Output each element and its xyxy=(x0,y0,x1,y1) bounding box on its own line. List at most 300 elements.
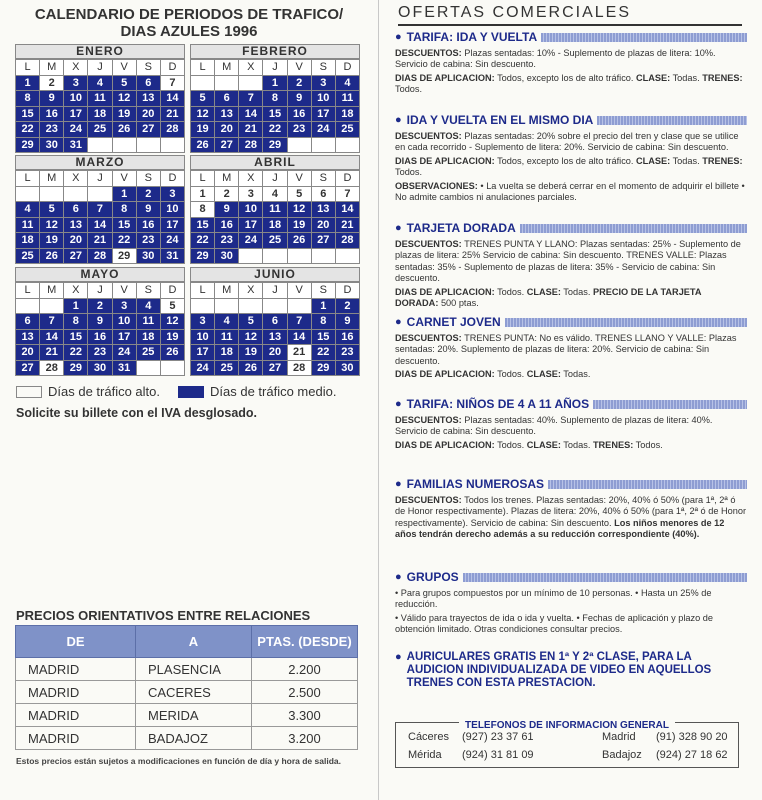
calendar-day: 14 xyxy=(288,330,312,346)
weekday-header: J xyxy=(88,283,112,299)
calendar-day: 7 xyxy=(88,202,112,218)
calendar-day: 13 xyxy=(215,107,239,123)
offer-stripe xyxy=(593,400,747,409)
calendar-empty-cell xyxy=(16,299,40,315)
calendar-title-line2: DIAS AZULES 1996 xyxy=(120,23,258,40)
offer-detail: DIAS DE APLICACION: Todos. CLASE: Todas. TRENES: Todos. xyxy=(395,439,663,450)
bullet-icon: ● xyxy=(395,31,402,43)
calendar-day: 2 xyxy=(137,187,161,203)
iva-note: Solicite su billete con el IVA desglosado. xyxy=(16,406,258,420)
calendar-day: 9 xyxy=(88,314,112,330)
calendar-day: 26 xyxy=(191,138,215,154)
phone-entry xyxy=(408,731,534,743)
calendar-day: 6 xyxy=(312,187,336,203)
weekday-header: X xyxy=(64,60,88,76)
calendar-day: 17 xyxy=(64,107,88,123)
calendar-day: 4 xyxy=(263,187,287,203)
calendar-day: 12 xyxy=(113,91,137,107)
calendar-day: 2 xyxy=(40,76,64,92)
calendar-day: 25 xyxy=(137,345,161,361)
offer-header xyxy=(395,399,747,411)
calendar-day: 28 xyxy=(161,122,185,138)
calendar-day: 7 xyxy=(161,76,185,92)
weekday-header: X xyxy=(64,283,88,299)
price-to: PLASENCIA xyxy=(136,658,252,681)
calendar-day: 6 xyxy=(64,202,88,218)
calendar-empty-cell xyxy=(239,299,263,315)
price-from: MADRID xyxy=(16,727,136,750)
calendar-day: 11 xyxy=(16,218,40,234)
calendar-day: 13 xyxy=(312,202,336,218)
weekday-header: L xyxy=(191,60,215,76)
calendar-empty-cell xyxy=(88,187,112,203)
calendar-empty-cell xyxy=(336,249,360,265)
calendar-empty-cell xyxy=(191,299,215,315)
weekday-header: S xyxy=(137,171,161,187)
weekday-header: L xyxy=(16,283,40,299)
calendar-day: 3 xyxy=(239,187,263,203)
calendar-day: 21 xyxy=(239,122,263,138)
calendar-day: 28 xyxy=(288,361,312,377)
calendar-day: 19 xyxy=(239,345,263,361)
calendar-day: 1 xyxy=(263,76,287,92)
weekday-header: M xyxy=(40,283,64,299)
calendar-empty-cell xyxy=(161,138,185,154)
offer-detail: DESCUENTOS: TRENES PUNTA: No es válido. TRENES LLANO Y VALLE: Plazas sentadas: 20%. Suplemento de plazas de litera: 20%. Servicio de cabina: Sin descuento. xyxy=(395,332,737,366)
calendar-day: 8 xyxy=(312,314,336,330)
weekday-header: X xyxy=(239,171,263,187)
calendar-day: 21 xyxy=(288,345,312,361)
phone-entry xyxy=(408,749,534,761)
month-name: MAYO xyxy=(15,267,185,282)
calendar-empty-cell xyxy=(336,138,360,154)
calendar-day: 18 xyxy=(88,107,112,123)
auriculares-note xyxy=(395,651,747,690)
calendar-day: 24 xyxy=(161,233,185,249)
calendar-day: 4 xyxy=(137,299,161,315)
calendar-day: 1 xyxy=(16,76,40,92)
calendar-day: 27 xyxy=(16,361,40,377)
weekday-header: L xyxy=(16,171,40,187)
calendar-empty-cell xyxy=(288,299,312,315)
offer-item xyxy=(395,223,747,312)
month-grid xyxy=(190,282,360,376)
calendar-day: 2 xyxy=(88,299,112,315)
prices-header-de: DE xyxy=(16,626,136,658)
calendar-day: 1 xyxy=(64,299,88,315)
calendar-empty-cell xyxy=(191,76,215,92)
month-name: FEBRERO xyxy=(190,44,360,59)
offer-item xyxy=(395,32,747,98)
calendar-day: 6 xyxy=(16,314,40,330)
calendar-empty-cell xyxy=(40,187,64,203)
month-abril xyxy=(190,155,360,264)
calendar-day: 7 xyxy=(288,314,312,330)
calendar-day: 2 xyxy=(215,187,239,203)
calendar-day: 31 xyxy=(64,138,88,154)
offer-header xyxy=(395,32,747,44)
offer-name: FAMILIAS NUMEROSAS xyxy=(406,477,544,491)
weekday-header: X xyxy=(239,283,263,299)
calendar-day: 30 xyxy=(137,249,161,265)
offer-detail: DESCUENTOS: Todos los trenes. Plazas sentadas: 20%, 40% ó 50% (para 1ª, 2ª ó de Honor respectivamente). Plazas de litera: 20%, 40% ó 50% (para 1ª, 2ª ó de Honor respectivamente). Servicio de cabina: Sin descuento. Los niños menores de 12 años tendrán derecho además a su reducción correspondiente (40%). xyxy=(395,494,747,539)
calendar-day: 1 xyxy=(191,187,215,203)
calendar-day: 15 xyxy=(113,218,137,234)
calendar-empty-cell xyxy=(288,249,312,265)
table-row xyxy=(16,681,358,704)
calendar-empty-cell xyxy=(215,299,239,315)
calendar-day: 22 xyxy=(16,122,40,138)
weekday-header: M xyxy=(215,283,239,299)
weekday-header: L xyxy=(16,60,40,76)
calendar-day: 9 xyxy=(137,202,161,218)
calendar-day: 25 xyxy=(16,249,40,265)
bullet-icon: ● xyxy=(395,222,402,234)
table-row xyxy=(16,727,358,750)
calendar-day: 14 xyxy=(336,202,360,218)
price-value: 3.300 xyxy=(252,704,358,727)
calendar-day: 20 xyxy=(215,122,239,138)
offer-stripe xyxy=(541,33,747,42)
weekday-header: D xyxy=(336,283,360,299)
calendar-day: 12 xyxy=(288,202,312,218)
month-marzo xyxy=(15,155,185,264)
calendar-day: 15 xyxy=(16,107,40,123)
calendar-day: 2 xyxy=(288,76,312,92)
bullet-icon: ● xyxy=(395,114,402,126)
month-name: ABRIL xyxy=(190,155,360,170)
calendar-empty-cell xyxy=(239,249,263,265)
calendar-day: 25 xyxy=(215,361,239,377)
calendar-day: 29 xyxy=(263,138,287,154)
weekday-header: M xyxy=(215,60,239,76)
calendar-day: 6 xyxy=(137,76,161,92)
calendar-day: 19 xyxy=(40,233,64,249)
calendar-day: 14 xyxy=(40,330,64,346)
month-mayo xyxy=(15,267,185,376)
weekday-header: V xyxy=(288,60,312,76)
calendar-day: 4 xyxy=(336,76,360,92)
price-to: MERIDA xyxy=(136,704,252,727)
calendar-day: 19 xyxy=(288,218,312,234)
calendar-day: 26 xyxy=(239,361,263,377)
calendar-day: 22 xyxy=(191,233,215,249)
calendar-empty-cell xyxy=(137,138,161,154)
calendar-day: 5 xyxy=(113,76,137,92)
offer-detail: DIAS DE APLICACION: Todos, excepto los de alto tráfico. CLASE: Todas. TRENES: Todos. xyxy=(395,155,743,177)
calendar-day: 19 xyxy=(161,330,185,346)
weekday-header: D xyxy=(161,60,185,76)
calendar-day: 31 xyxy=(113,361,137,377)
calendar-day: 11 xyxy=(263,202,287,218)
calendar-day: 3 xyxy=(113,299,137,315)
auriculares-text: AURICULARES GRATIS EN 1ª Y 2ª CLASE, PARA LA AUDICION INDIVIDUALIZADA DE VIDEO EN AQUELLOS TRENES CON ESTA PRESTACION. xyxy=(406,651,712,689)
offer-name: TARIFA: IDA Y VUELTA xyxy=(406,30,538,44)
offer-header xyxy=(395,223,747,235)
calendar-day: 20 xyxy=(16,345,40,361)
offer-detail: DESCUENTOS: TRENES PUNTA Y LLANO: Plazas sentadas: 25% - Suplemento de plazas de litera: 25% Servicio de cabina: Sin descuento. TRENES VALLE: Plazas sentadas: 35% - Suplemento de plazas de litera: 35% - Servicio de cabina: Sin descuento. xyxy=(395,238,741,283)
calendar-day: 18 xyxy=(215,345,239,361)
month-grid xyxy=(15,282,185,376)
legend-high-swatch xyxy=(16,386,42,398)
calendar-day: 27 xyxy=(64,249,88,265)
offer-detail: OBSERVACIONES: • La vuelta se deberá cerrar en el momento de adquirir el billete • No admite cambios ni anulaciones parciales. xyxy=(395,180,745,202)
calendar-day: 8 xyxy=(16,91,40,107)
calendar-day: 9 xyxy=(215,202,239,218)
calendar-empty-cell xyxy=(312,249,336,265)
weekday-header: J xyxy=(263,171,287,187)
calendar-legend xyxy=(16,384,336,399)
calendar-day: 18 xyxy=(263,218,287,234)
phone-entry xyxy=(602,731,728,743)
calendar-day: 5 xyxy=(40,202,64,218)
month-name: MARZO xyxy=(15,155,185,170)
calendar-day: 17 xyxy=(312,107,336,123)
calendar-day: 9 xyxy=(336,314,360,330)
calendar-day: 29 xyxy=(113,249,137,265)
weekday-header: V xyxy=(113,283,137,299)
calendar-day: 28 xyxy=(336,233,360,249)
prices-note: Estos precios están sujetos a modificaciones en función de día y hora de salida. xyxy=(16,756,341,766)
calendar-day: 4 xyxy=(88,76,112,92)
legend-high-label: Días de tráfico alto. xyxy=(48,384,160,399)
calendar-day: 12 xyxy=(239,330,263,346)
calendar-day: 27 xyxy=(137,122,161,138)
weekday-header: X xyxy=(64,171,88,187)
calendar-day: 15 xyxy=(191,218,215,234)
calendar-day: 21 xyxy=(161,107,185,123)
calendar-day: 1 xyxy=(312,299,336,315)
price-value: 2.200 xyxy=(252,658,358,681)
calendar-day: 13 xyxy=(16,330,40,346)
calendar-day: 25 xyxy=(88,122,112,138)
price-value: 2.500 xyxy=(252,681,358,704)
offer-name: TARJETA DORADA xyxy=(406,221,516,235)
prices-title: PRECIOS ORIENTATIVOS ENTRE RELACIONES xyxy=(16,608,311,623)
calendar-day: 26 xyxy=(161,345,185,361)
calendar-day: 25 xyxy=(336,122,360,138)
calendar-day: 7 xyxy=(239,91,263,107)
prices-header-row xyxy=(16,626,358,658)
calendar-day: 16 xyxy=(40,107,64,123)
weekday-header: D xyxy=(161,283,185,299)
calendar-day: 16 xyxy=(288,107,312,123)
calendar-day: 22 xyxy=(263,122,287,138)
phone-city: Badajoz xyxy=(602,749,642,761)
calendar-day: 24 xyxy=(64,122,88,138)
offer-stripe xyxy=(548,480,747,489)
calendar-day: 29 xyxy=(64,361,88,377)
offer-name: GRUPOS xyxy=(406,570,459,584)
weekday-header: J xyxy=(263,283,287,299)
calendar-day: 29 xyxy=(16,138,40,154)
calendar-empty-cell xyxy=(137,361,161,377)
phone-number: (924) 27 18 62 xyxy=(656,749,728,761)
offers-title-rule xyxy=(398,24,742,26)
phone-entry xyxy=(602,749,728,761)
calendar-day: 14 xyxy=(88,218,112,234)
weekday-header: J xyxy=(263,60,287,76)
weekday-header: M xyxy=(215,171,239,187)
weekday-header: V xyxy=(288,171,312,187)
calendar-empty-cell xyxy=(239,76,263,92)
calendar-day: 16 xyxy=(336,330,360,346)
offer-name: IDA Y VUELTA EN EL MISMO DIA xyxy=(406,113,594,127)
calendar-day: 21 xyxy=(88,233,112,249)
price-to: BADAJOZ xyxy=(136,727,252,750)
calendar-empty-cell xyxy=(263,299,287,315)
calendar-day: 19 xyxy=(191,122,215,138)
calendar-day: 26 xyxy=(113,122,137,138)
calendar-day: 10 xyxy=(312,91,336,107)
calendar-day: 30 xyxy=(336,361,360,377)
table-row xyxy=(16,704,358,727)
calendar-day: 13 xyxy=(64,218,88,234)
calendar-day: 18 xyxy=(16,233,40,249)
weekday-header: S xyxy=(137,60,161,76)
phone-number: (924) 31 81 09 xyxy=(462,749,534,761)
calendar-day: 21 xyxy=(336,218,360,234)
weekday-header: L xyxy=(191,283,215,299)
weekday-header: S xyxy=(137,283,161,299)
offer-item xyxy=(395,572,747,638)
calendar-empty-cell xyxy=(113,138,137,154)
calendar-day: 4 xyxy=(16,202,40,218)
calendar-day: 11 xyxy=(137,314,161,330)
calendar-day: 27 xyxy=(215,138,239,154)
offer-header xyxy=(395,317,747,329)
calendar-empty-cell xyxy=(40,299,64,315)
page-divider xyxy=(378,0,379,800)
weekday-header: V xyxy=(113,171,137,187)
offer-header xyxy=(395,479,747,491)
calendar-day: 15 xyxy=(64,330,88,346)
calendar-day: 22 xyxy=(312,345,336,361)
calendar-day: 17 xyxy=(113,330,137,346)
calendar-day: 20 xyxy=(137,107,161,123)
calendar-day: 24 xyxy=(113,345,137,361)
calendar-day: 8 xyxy=(263,91,287,107)
offer-detail: DIAS DE APLICACION: Todos. CLASE: Todas. xyxy=(395,369,591,379)
price-to: CACERES xyxy=(136,681,252,704)
prices-body xyxy=(16,658,358,750)
weekday-header: J xyxy=(88,60,112,76)
prices-table xyxy=(15,625,358,750)
calendar-day: 26 xyxy=(288,233,312,249)
calendar-day: 10 xyxy=(161,202,185,218)
offer-stripe xyxy=(520,224,747,233)
offer-detail: DESCUENTOS: Plazas sentadas: 20% sobre el precio del tren y clase que se utilice en cada recorrido - Suplemento de litera: 20%. Servicio de cabina: Sin descuento. xyxy=(395,130,739,152)
calendar-day: 17 xyxy=(161,218,185,234)
offer-item xyxy=(395,479,747,543)
calendar-title xyxy=(14,6,364,40)
calendar-empty-cell xyxy=(312,138,336,154)
calendar-day: 24 xyxy=(239,233,263,249)
calendar-day: 9 xyxy=(288,91,312,107)
calendar-day: 29 xyxy=(191,249,215,265)
offer-item xyxy=(395,317,747,383)
calendar-empty-cell xyxy=(88,138,112,154)
calendar-day: 15 xyxy=(263,107,287,123)
calendar-day: 22 xyxy=(64,345,88,361)
calendar-day: 3 xyxy=(64,76,88,92)
bullet-icon: ● xyxy=(395,398,402,410)
calendar-day: 18 xyxy=(336,107,360,123)
calendar-day: 5 xyxy=(239,314,263,330)
weekday-header: V xyxy=(288,283,312,299)
calendar-day: 19 xyxy=(113,107,137,123)
calendar-day: 2 xyxy=(336,299,360,315)
calendar-day: 27 xyxy=(312,233,336,249)
month-enero xyxy=(15,44,185,153)
calendar-day: 31 xyxy=(161,249,185,265)
bullet-icon: ● xyxy=(395,478,402,490)
calendar-empty-cell xyxy=(16,187,40,203)
offer-item xyxy=(395,115,747,206)
calendar-day: 20 xyxy=(64,233,88,249)
calendar-day: 10 xyxy=(64,91,88,107)
legend-medium-label: Días de tráfico medio. xyxy=(210,384,337,399)
calendar-day: 4 xyxy=(215,314,239,330)
price-from: MADRID xyxy=(16,704,136,727)
weekday-header: S xyxy=(312,60,336,76)
calendar-day: 1 xyxy=(113,187,137,203)
calendar-day: 7 xyxy=(336,187,360,203)
calendar-day: 27 xyxy=(263,361,287,377)
calendar-day: 16 xyxy=(215,218,239,234)
bullet-icon: ● xyxy=(395,651,402,663)
calendar-empty-cell xyxy=(215,76,239,92)
phones-box xyxy=(395,722,739,768)
calendar-day: 5 xyxy=(161,299,185,315)
offer-name: CARNET JOVEN xyxy=(406,315,501,329)
offer-header xyxy=(395,115,747,127)
calendar-day: 7 xyxy=(40,314,64,330)
calendar-day: 5 xyxy=(288,187,312,203)
bullet-icon: ● xyxy=(395,316,402,328)
phone-number: (927) 23 37 61 xyxy=(462,731,534,743)
price-value: 3.200 xyxy=(252,727,358,750)
calendar-day: 10 xyxy=(191,330,215,346)
calendar-day: 15 xyxy=(312,330,336,346)
calendar-day: 23 xyxy=(336,345,360,361)
calendar-empty-cell xyxy=(263,249,287,265)
month-junio xyxy=(190,267,360,376)
calendar-day: 10 xyxy=(239,202,263,218)
calendar-day: 13 xyxy=(137,91,161,107)
calendar-day: 28 xyxy=(239,138,263,154)
calendar-empty-cell xyxy=(64,187,88,203)
offer-detail: • Para grupos compuestos por un mínimo de 10 personas. • Hasta un 25% de reducción. xyxy=(395,587,712,609)
offer-name: TARIFA: NIÑOS DE 4 A 11 AÑOS xyxy=(406,397,590,411)
calendar-day: 17 xyxy=(239,218,263,234)
calendar-day: 3 xyxy=(161,187,185,203)
offer-detail: DESCUENTOS: Plazas sentadas: 10% - Suplemento de plazas de litera: 10%. Servicio de cabina: Sin descuento. xyxy=(395,47,716,69)
weekday-header: D xyxy=(336,60,360,76)
price-from: MADRID xyxy=(16,658,136,681)
month-grid xyxy=(15,59,185,153)
weekday-header: M xyxy=(40,171,64,187)
offer-detail: • Válido para trayectos de ida o ida y vuelta. • Fechas de aplicación y plazo de obtención limitado. Otras condiciones consultar precios. xyxy=(395,612,713,634)
offer-stripe xyxy=(505,318,747,327)
offer-stripe xyxy=(597,116,747,125)
calendar-day: 10 xyxy=(113,314,137,330)
phones-title: TELEFONOS DE INFORMACION GENERAL xyxy=(459,720,675,731)
calendar-day: 9 xyxy=(40,91,64,107)
weekday-header: S xyxy=(312,283,336,299)
calendar-day: 11 xyxy=(336,91,360,107)
calendar-day: 28 xyxy=(40,361,64,377)
